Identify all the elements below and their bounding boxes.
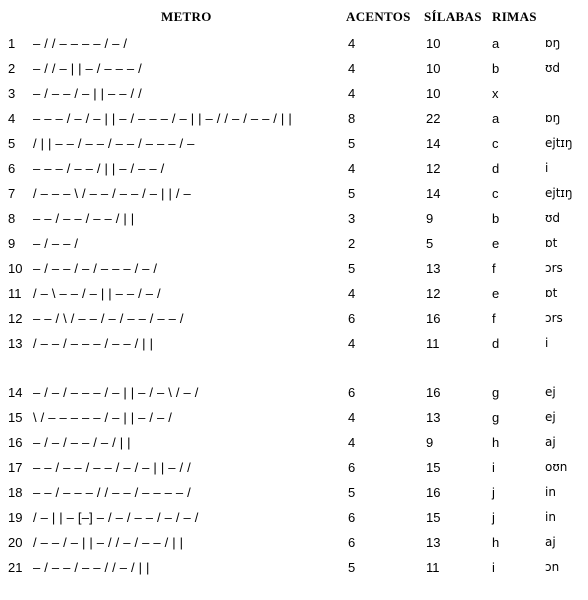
- rima-sound: ejtɪŋ: [545, 136, 573, 150]
- verse-row: [0, 231, 588, 256]
- rima-sound: ɔrs: [545, 261, 563, 275]
- line-number: 10: [8, 261, 23, 276]
- silabas-count: 11: [426, 336, 440, 351]
- acentos-count: 4: [348, 161, 356, 176]
- acentos-count: 5: [348, 485, 356, 500]
- metro-pattern: – – / – – / – – / | |: [33, 211, 135, 226]
- header-silabas: SÍLABAS: [424, 9, 482, 24]
- silabas-count: 14: [426, 136, 441, 151]
- silabas-count: 12: [426, 286, 441, 301]
- line-number: 15: [8, 410, 23, 425]
- rima-sound: in: [545, 510, 556, 524]
- metro-pattern: – / – – / – – / / – / | |: [33, 560, 150, 575]
- metro-pattern: – – / – – – / / – – / – – – – /: [33, 485, 191, 500]
- acentos-count: 6: [348, 510, 356, 525]
- rima-sound: i: [545, 161, 549, 175]
- line-number: 20: [8, 535, 23, 550]
- rima-letter: j: [492, 510, 495, 525]
- silabas-count: 13: [426, 261, 441, 276]
- verse-row: [0, 156, 588, 181]
- line-number: 8: [8, 211, 16, 226]
- silabas-count: 5: [426, 236, 434, 251]
- silabas-count: 9: [426, 211, 434, 226]
- line-number: 12: [8, 311, 23, 326]
- rima-letter: i: [492, 460, 495, 475]
- line-number: 19: [8, 510, 23, 525]
- line-number: 6: [8, 161, 16, 176]
- acentos-count: 6: [348, 535, 356, 550]
- verse-row: [0, 455, 588, 480]
- line-number: 5: [8, 136, 16, 151]
- verse-row: [0, 206, 588, 231]
- verse-row: [0, 505, 588, 530]
- line-number: 14: [8, 385, 23, 400]
- metro-pattern: / – – / – | | – / / – / – – / | |: [33, 535, 184, 550]
- rima-sound: aj: [545, 535, 556, 549]
- rima-letter: i: [492, 560, 495, 575]
- rima-letter: g: [492, 385, 500, 400]
- rima-letter: c: [492, 136, 499, 151]
- line-number: 21: [8, 560, 23, 575]
- header-rimas: RIMAS: [492, 9, 537, 24]
- verse-row: [0, 306, 588, 331]
- metro-pattern: / – \ – – / – | | – – / – /: [33, 286, 161, 301]
- verse-row: [0, 331, 588, 356]
- acentos-count: 6: [348, 385, 356, 400]
- header-metro: METRO: [161, 9, 212, 24]
- silabas-count: 10: [426, 61, 441, 76]
- line-number: 11: [8, 286, 22, 301]
- rima-letter: d: [492, 161, 500, 176]
- acentos-count: 3: [348, 211, 356, 226]
- rima-letter: x: [492, 86, 499, 101]
- metro-pattern: – / – – /: [33, 236, 79, 251]
- metro-pattern: – / – / – – – / – | | – / – \ / – /: [33, 385, 199, 400]
- rima-letter: b: [492, 61, 500, 76]
- silabas-count: 14: [426, 186, 441, 201]
- rima-letter: g: [492, 410, 500, 425]
- rima-sound: ɒt: [545, 286, 558, 300]
- verse-row: [0, 256, 588, 281]
- silabas-count: 22: [426, 111, 441, 126]
- verse-row: [0, 281, 588, 306]
- silabas-count: 16: [426, 311, 441, 326]
- acentos-count: 5: [348, 186, 356, 201]
- metro-pattern: – / – / – – / – / | |: [33, 435, 131, 450]
- verse-row: [0, 106, 588, 131]
- rima-letter: j: [492, 485, 495, 500]
- rima-sound: ej: [545, 410, 556, 424]
- rima-letter: c: [492, 186, 499, 201]
- rima-letter: b: [492, 211, 500, 226]
- metro-pattern: – / – – / – | | – – / /: [33, 86, 142, 101]
- rima-letter: e: [492, 286, 500, 301]
- rima-letter: a: [492, 111, 500, 126]
- silabas-count: 15: [426, 460, 441, 475]
- acentos-count: 4: [348, 435, 356, 450]
- line-number: 16: [8, 435, 23, 450]
- metro-pattern: / – – – \ / – – / – – / – | | / –: [33, 186, 191, 201]
- acentos-count: 8: [348, 111, 356, 126]
- rima-sound: in: [545, 485, 556, 499]
- verse-row: [0, 555, 588, 580]
- line-number: 7: [8, 186, 16, 201]
- rima-sound: ɔrs: [545, 311, 563, 325]
- silabas-count: 11: [426, 560, 440, 575]
- acentos-count: 4: [348, 86, 356, 101]
- silabas-count: 13: [426, 410, 441, 425]
- line-number: 18: [8, 485, 23, 500]
- acentos-count: 4: [348, 61, 356, 76]
- metro-pattern: – – / \ / – – / – / – – / – – /: [33, 311, 184, 326]
- verse-row: [0, 31, 588, 56]
- line-number: 1: [8, 36, 16, 51]
- acentos-count: 6: [348, 460, 356, 475]
- silabas-count: 13: [426, 535, 441, 550]
- line-number: 9: [8, 236, 16, 251]
- verse-row: [0, 530, 588, 555]
- rima-sound: aj: [545, 435, 556, 449]
- rima-sound: oʊn: [545, 460, 568, 474]
- metro-pattern: \ / – – – – – / – | | – / – /: [33, 410, 173, 425]
- silabas-count: 10: [426, 86, 441, 101]
- header-acentos: ACENTOS: [346, 9, 411, 24]
- acentos-count: 4: [348, 410, 356, 425]
- rima-letter: h: [492, 535, 500, 550]
- rima-sound: ʊd: [545, 61, 561, 75]
- line-number: 13: [8, 336, 23, 351]
- metro-pattern: – – – / – / – | | – / – – – / – | | – / / – / – – / | |: [33, 111, 292, 126]
- metro-pattern: / | | – – / – – / – – / – – – / –: [33, 136, 195, 151]
- rima-letter: f: [492, 311, 496, 326]
- acentos-count: 4: [348, 36, 356, 51]
- metro-pattern: – – – / – – / | | – / – – /: [33, 161, 165, 176]
- silabas-count: 10: [426, 36, 441, 51]
- metro-pattern: / – | | – [–] – / – / – – / – / – /: [33, 510, 199, 525]
- line-number: 17: [8, 460, 23, 475]
- verse-row: [0, 56, 588, 81]
- verse-row: [0, 480, 588, 505]
- rima-sound: ejtɪŋ: [545, 186, 573, 200]
- metro-pattern: / – – / – – – / – – / | |: [33, 336, 154, 351]
- rima-sound: ej: [545, 385, 556, 399]
- verse-row: [0, 430, 588, 455]
- metro-pattern: – / / – | | – / – – – /: [33, 61, 142, 76]
- silabas-count: 16: [426, 485, 441, 500]
- verse-row: [0, 181, 588, 206]
- silabas-count: 16: [426, 385, 441, 400]
- verse-row: [0, 380, 588, 405]
- acentos-count: 5: [348, 560, 356, 575]
- metro-pattern: – / – – / – / – – – / – /: [33, 261, 158, 276]
- verse-row: [0, 131, 588, 156]
- acentos-count: 2: [348, 236, 356, 251]
- rima-letter: f: [492, 261, 496, 276]
- rima-sound: ɔn: [545, 560, 560, 574]
- acentos-count: 6: [348, 311, 356, 326]
- verse-row: [0, 81, 588, 106]
- rima-sound: ʊd: [545, 211, 561, 225]
- line-number: 4: [8, 111, 16, 126]
- verse-row: [0, 405, 588, 430]
- silabas-count: 15: [426, 510, 441, 525]
- metro-pattern: – / / – – – – / – /: [33, 36, 128, 51]
- rima-sound: ɒt: [545, 236, 558, 250]
- metro-pattern: – – / – – / – – / – / – | | – / /: [33, 460, 191, 475]
- acentos-count: 5: [348, 261, 356, 276]
- rima-sound: ɒŋ: [545, 36, 561, 50]
- rima-letter: e: [492, 236, 500, 251]
- acentos-count: 4: [348, 336, 356, 351]
- rima-sound: i: [545, 336, 549, 350]
- rima-sound: ɒŋ: [545, 111, 561, 125]
- rima-letter: a: [492, 36, 500, 51]
- acentos-count: 5: [348, 136, 356, 151]
- silabas-count: 12: [426, 161, 441, 176]
- silabas-count: 9: [426, 435, 434, 450]
- line-number: 2: [8, 61, 16, 76]
- rima-letter: h: [492, 435, 500, 450]
- rima-letter: d: [492, 336, 500, 351]
- acentos-count: 4: [348, 286, 356, 301]
- line-number: 3: [8, 86, 16, 101]
